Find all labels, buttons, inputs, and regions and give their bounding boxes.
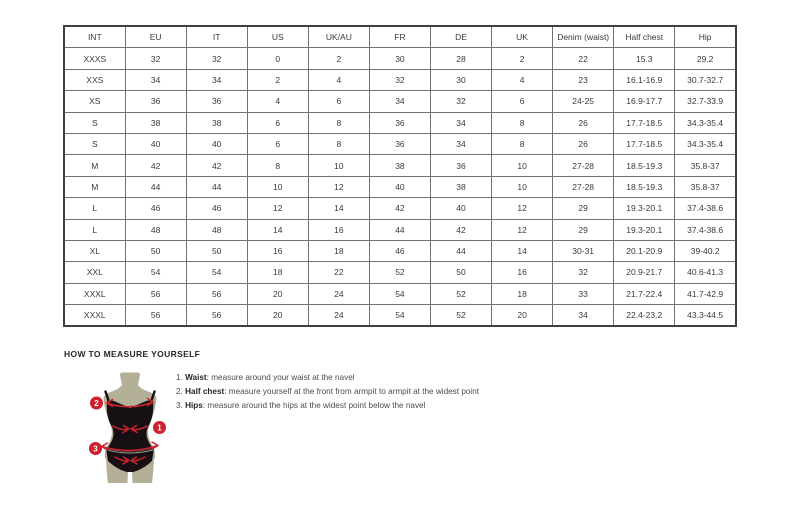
size-table-cell: 20 (247, 283, 308, 304)
size-table-cell: 34.3-35.4 (675, 112, 736, 133)
size-table-cell: 54 (369, 305, 430, 327)
size-table-cell: 18 (247, 262, 308, 283)
size-table-cell: 29 (553, 198, 614, 219)
size-table-cell: 20.1-20.9 (614, 240, 675, 261)
size-table-cell: 36 (369, 133, 430, 154)
size-table-cell: XXS (64, 69, 125, 90)
size-table-cell: 38 (430, 176, 491, 197)
measure-instruction-item (176, 385, 479, 399)
size-table-cell: 32 (186, 48, 247, 69)
size-table-header-cell: UK (492, 26, 553, 48)
size-table-cell: 50 (430, 262, 491, 283)
size-table-cell: M (64, 155, 125, 176)
size-table-cell: 40 (125, 133, 186, 154)
size-table-cell: S (64, 133, 125, 154)
size-table-cell: 34 (125, 69, 186, 90)
size-table-cell: 40.6-41.3 (675, 262, 736, 283)
marker-waist (153, 421, 166, 434)
size-table-cell: 32 (125, 48, 186, 69)
size-table-cell: 10 (492, 155, 553, 176)
size-table-row (64, 240, 736, 261)
size-table-cell: 16.9-17.7 (614, 91, 675, 112)
size-table-cell: 24 (308, 305, 369, 327)
size-table-cell: 20 (492, 305, 553, 327)
size-table-cell: 44 (125, 176, 186, 197)
instruction-text: : measure around your waist at the navel (206, 373, 355, 382)
instruction-number: 2. (176, 387, 186, 396)
size-table-cell: 20 (247, 305, 308, 327)
size-table-cell: 22 (308, 262, 369, 283)
size-table-cell: 44 (186, 176, 247, 197)
size-table-cell: 16.1-16.9 (614, 69, 675, 90)
measurement-figure-illustration (85, 370, 180, 495)
size-table-cell: 10 (492, 176, 553, 197)
marker-waist-number: 1 (157, 423, 162, 433)
instruction-number: 3. (176, 401, 186, 410)
size-table-cell: 30-31 (553, 240, 614, 261)
size-table-cell: 48 (125, 219, 186, 240)
size-table-cell: XS (64, 91, 125, 112)
size-table-cell: 50 (125, 240, 186, 261)
size-table-cell: 52 (430, 305, 491, 327)
instruction-label: Half chest (185, 387, 225, 396)
size-table-row (64, 91, 736, 112)
size-table-body (64, 48, 736, 327)
size-table-cell: 8 (492, 133, 553, 154)
size-table-cell: 18 (492, 283, 553, 304)
size-table-cell: 24-25 (553, 91, 614, 112)
marker-hips-number: 3 (93, 444, 98, 454)
marker-hips (89, 442, 102, 455)
size-table-row (64, 133, 736, 154)
size-table-cell: 12 (492, 198, 553, 219)
size-table-cell: 21.7-22.4 (614, 283, 675, 304)
size-table-cell: 36 (430, 155, 491, 176)
size-table-cell: 18.5-19.3 (614, 155, 675, 176)
size-table-cell: 2 (492, 48, 553, 69)
size-table-header-cell: EU (125, 26, 186, 48)
size-table (63, 25, 737, 327)
size-table-cell: 50 (186, 240, 247, 261)
size-table-cell: 54 (369, 283, 430, 304)
size-table-cell: 37.4-38.6 (675, 219, 736, 240)
size-table-cell: 36 (125, 91, 186, 112)
size-table-cell: 4 (247, 91, 308, 112)
size-table-cell: 30 (430, 69, 491, 90)
size-table-cell: 54 (186, 262, 247, 283)
size-table-cell: 20.9-21.7 (614, 262, 675, 283)
measure-instruction-item (176, 371, 479, 385)
size-table-cell: 40 (369, 176, 430, 197)
size-table-cell: 34.3-35.4 (675, 133, 736, 154)
size-table-cell: 6 (247, 112, 308, 133)
measure-instruction-item (176, 399, 479, 413)
size-table-cell: 10 (247, 176, 308, 197)
marker-chest (90, 397, 103, 410)
size-table-cell: XL (64, 240, 125, 261)
size-table-cell: 32.7-33.9 (675, 91, 736, 112)
instruction-label: Waist (185, 373, 207, 382)
instruction-label: Hips (185, 401, 203, 410)
size-table-cell: 14 (492, 240, 553, 261)
size-table-cell: 24 (308, 283, 369, 304)
size-table-cell: XXXL (64, 283, 125, 304)
size-table-cell: XXXS (64, 48, 125, 69)
size-table-cell: 34 (553, 305, 614, 327)
size-table-cell: 10 (308, 155, 369, 176)
size-table-header-cell: INT (64, 26, 125, 48)
measurement-figure (85, 370, 180, 495)
size-table-cell: 2 (308, 48, 369, 69)
size-table-header-cell: Denim (waist) (553, 26, 614, 48)
marker-chest-number: 2 (94, 399, 99, 408)
size-table-header-cell: FR (369, 26, 430, 48)
size-table-cell: 8 (308, 133, 369, 154)
size-table-cell: 56 (125, 305, 186, 327)
size-table-cell: 6 (308, 91, 369, 112)
size-table-head (64, 26, 736, 48)
size-table-cell: 46 (186, 198, 247, 219)
size-table-cell: 52 (369, 262, 430, 283)
size-table-cell: 37.4-38.6 (675, 198, 736, 219)
size-table-cell: 35.8-37 (675, 176, 736, 197)
size-table-cell: 4 (308, 69, 369, 90)
size-table-cell: 32 (430, 91, 491, 112)
size-table-cell: 14 (308, 198, 369, 219)
size-table-cell: 12 (247, 198, 308, 219)
size-table-cell: 27-28 (553, 155, 614, 176)
size-table-cell: 40 (186, 133, 247, 154)
size-table-cell: 34 (369, 91, 430, 112)
size-table-cell: XXXL (64, 305, 125, 327)
size-table-row (64, 112, 736, 133)
size-table-cell: S (64, 112, 125, 133)
size-table-cell: 19.3-20.1 (614, 198, 675, 219)
size-table-cell: 27-28 (553, 176, 614, 197)
size-table-cell: 16 (247, 240, 308, 261)
size-table-cell: 22.4-23.2 (614, 305, 675, 327)
size-table-cell: 54 (125, 262, 186, 283)
size-table-cell: 12 (308, 176, 369, 197)
size-table-cell: 16 (308, 219, 369, 240)
size-table-row (64, 219, 736, 240)
size-table-row (64, 305, 736, 327)
size-table-cell: 2 (247, 69, 308, 90)
size-table-row (64, 262, 736, 283)
size-table-cell: L (64, 198, 125, 219)
size-table-cell: 42 (125, 155, 186, 176)
measure-section-title: HOW TO MEASURE YOURSELF (64, 349, 201, 359)
size-table-cell: 42 (430, 219, 491, 240)
size-table-row (64, 155, 736, 176)
size-table-cell: 4 (492, 69, 553, 90)
size-table-cell: 36 (369, 112, 430, 133)
size-table-cell: 8 (247, 155, 308, 176)
size-table-row (64, 69, 736, 90)
size-table-row (64, 198, 736, 219)
size-table-cell: M (64, 176, 125, 197)
size-table-cell: 17.7-18.5 (614, 112, 675, 133)
size-table-cell: 44 (430, 240, 491, 261)
size-table-cell: 38 (369, 155, 430, 176)
size-table-cell: 14 (247, 219, 308, 240)
size-table-cell: 22 (553, 48, 614, 69)
size-table-header-cell: UK/AU (308, 26, 369, 48)
size-table-cell: 8 (492, 112, 553, 133)
size-table-cell: L (64, 219, 125, 240)
size-table-cell: 19.3-20.1 (614, 219, 675, 240)
size-table-cell: 0 (247, 48, 308, 69)
size-table-cell: 34 (430, 133, 491, 154)
size-table-header-row (64, 26, 736, 48)
size-table-row (64, 48, 736, 69)
size-table-cell: 32 (553, 262, 614, 283)
size-table-cell: 40 (430, 198, 491, 219)
size-table-row (64, 283, 736, 304)
size-table-cell: 16 (492, 262, 553, 283)
size-table-cell: 35.8-37 (675, 155, 736, 176)
size-table-cell: 39-40.2 (675, 240, 736, 261)
size-table-row (64, 176, 736, 197)
instruction-text: : measure around the hips at the widest point below the navel (202, 401, 426, 410)
size-table-cell: 15.3 (614, 48, 675, 69)
size-table-cell: 42 (186, 155, 247, 176)
size-table-cell: 34 (430, 112, 491, 133)
size-table-cell: XXL (64, 262, 125, 283)
size-table-cell: 46 (125, 198, 186, 219)
size-table-header-cell: Hip (675, 26, 736, 48)
size-table-cell: 6 (247, 133, 308, 154)
size-table-cell: 38 (186, 112, 247, 133)
size-table-cell: 56 (186, 305, 247, 327)
size-table-cell: 48 (186, 219, 247, 240)
size-table-cell: 23 (553, 69, 614, 90)
size-table-cell: 6 (492, 91, 553, 112)
size-table-cell: 46 (369, 240, 430, 261)
size-table-header-cell: DE (430, 26, 491, 48)
size-table-cell: 29 (553, 219, 614, 240)
size-table-cell: 30 (369, 48, 430, 69)
size-table-cell: 56 (186, 283, 247, 304)
size-table-cell: 29.2 (675, 48, 736, 69)
size-table-cell: 41.7-42.9 (675, 283, 736, 304)
size-table-header-cell: Half chest (614, 26, 675, 48)
size-table-header-cell: IT (186, 26, 247, 48)
size-table-cell: 28 (430, 48, 491, 69)
instruction-text: : measure yourself at the front from armpit to armpit at the widest point (224, 387, 480, 396)
size-table-cell: 30.7-32.7 (675, 69, 736, 90)
size-table-cell: 56 (125, 283, 186, 304)
size-table-cell: 52 (430, 283, 491, 304)
size-table-cell: 36 (186, 91, 247, 112)
size-table-cell: 43.3-44.5 (675, 305, 736, 327)
size-table-cell: 8 (308, 112, 369, 133)
size-table-cell: 42 (369, 198, 430, 219)
size-table-cell: 33 (553, 283, 614, 304)
size-table-cell: 44 (369, 219, 430, 240)
size-table-cell: 26 (553, 133, 614, 154)
size-table-cell: 17.7-18.5 (614, 133, 675, 154)
size-table-cell: 38 (125, 112, 186, 133)
size-table-cell: 26 (553, 112, 614, 133)
size-table-cell: 34 (186, 69, 247, 90)
size-table-cell: 32 (369, 69, 430, 90)
instruction-number: 1. (176, 373, 186, 382)
size-table-cell: 18 (308, 240, 369, 261)
size-table-cell: 12 (492, 219, 553, 240)
size-table-cell: 18.5-19.3 (614, 176, 675, 197)
size-table-header-cell: US (247, 26, 308, 48)
measure-instructions (176, 371, 479, 413)
